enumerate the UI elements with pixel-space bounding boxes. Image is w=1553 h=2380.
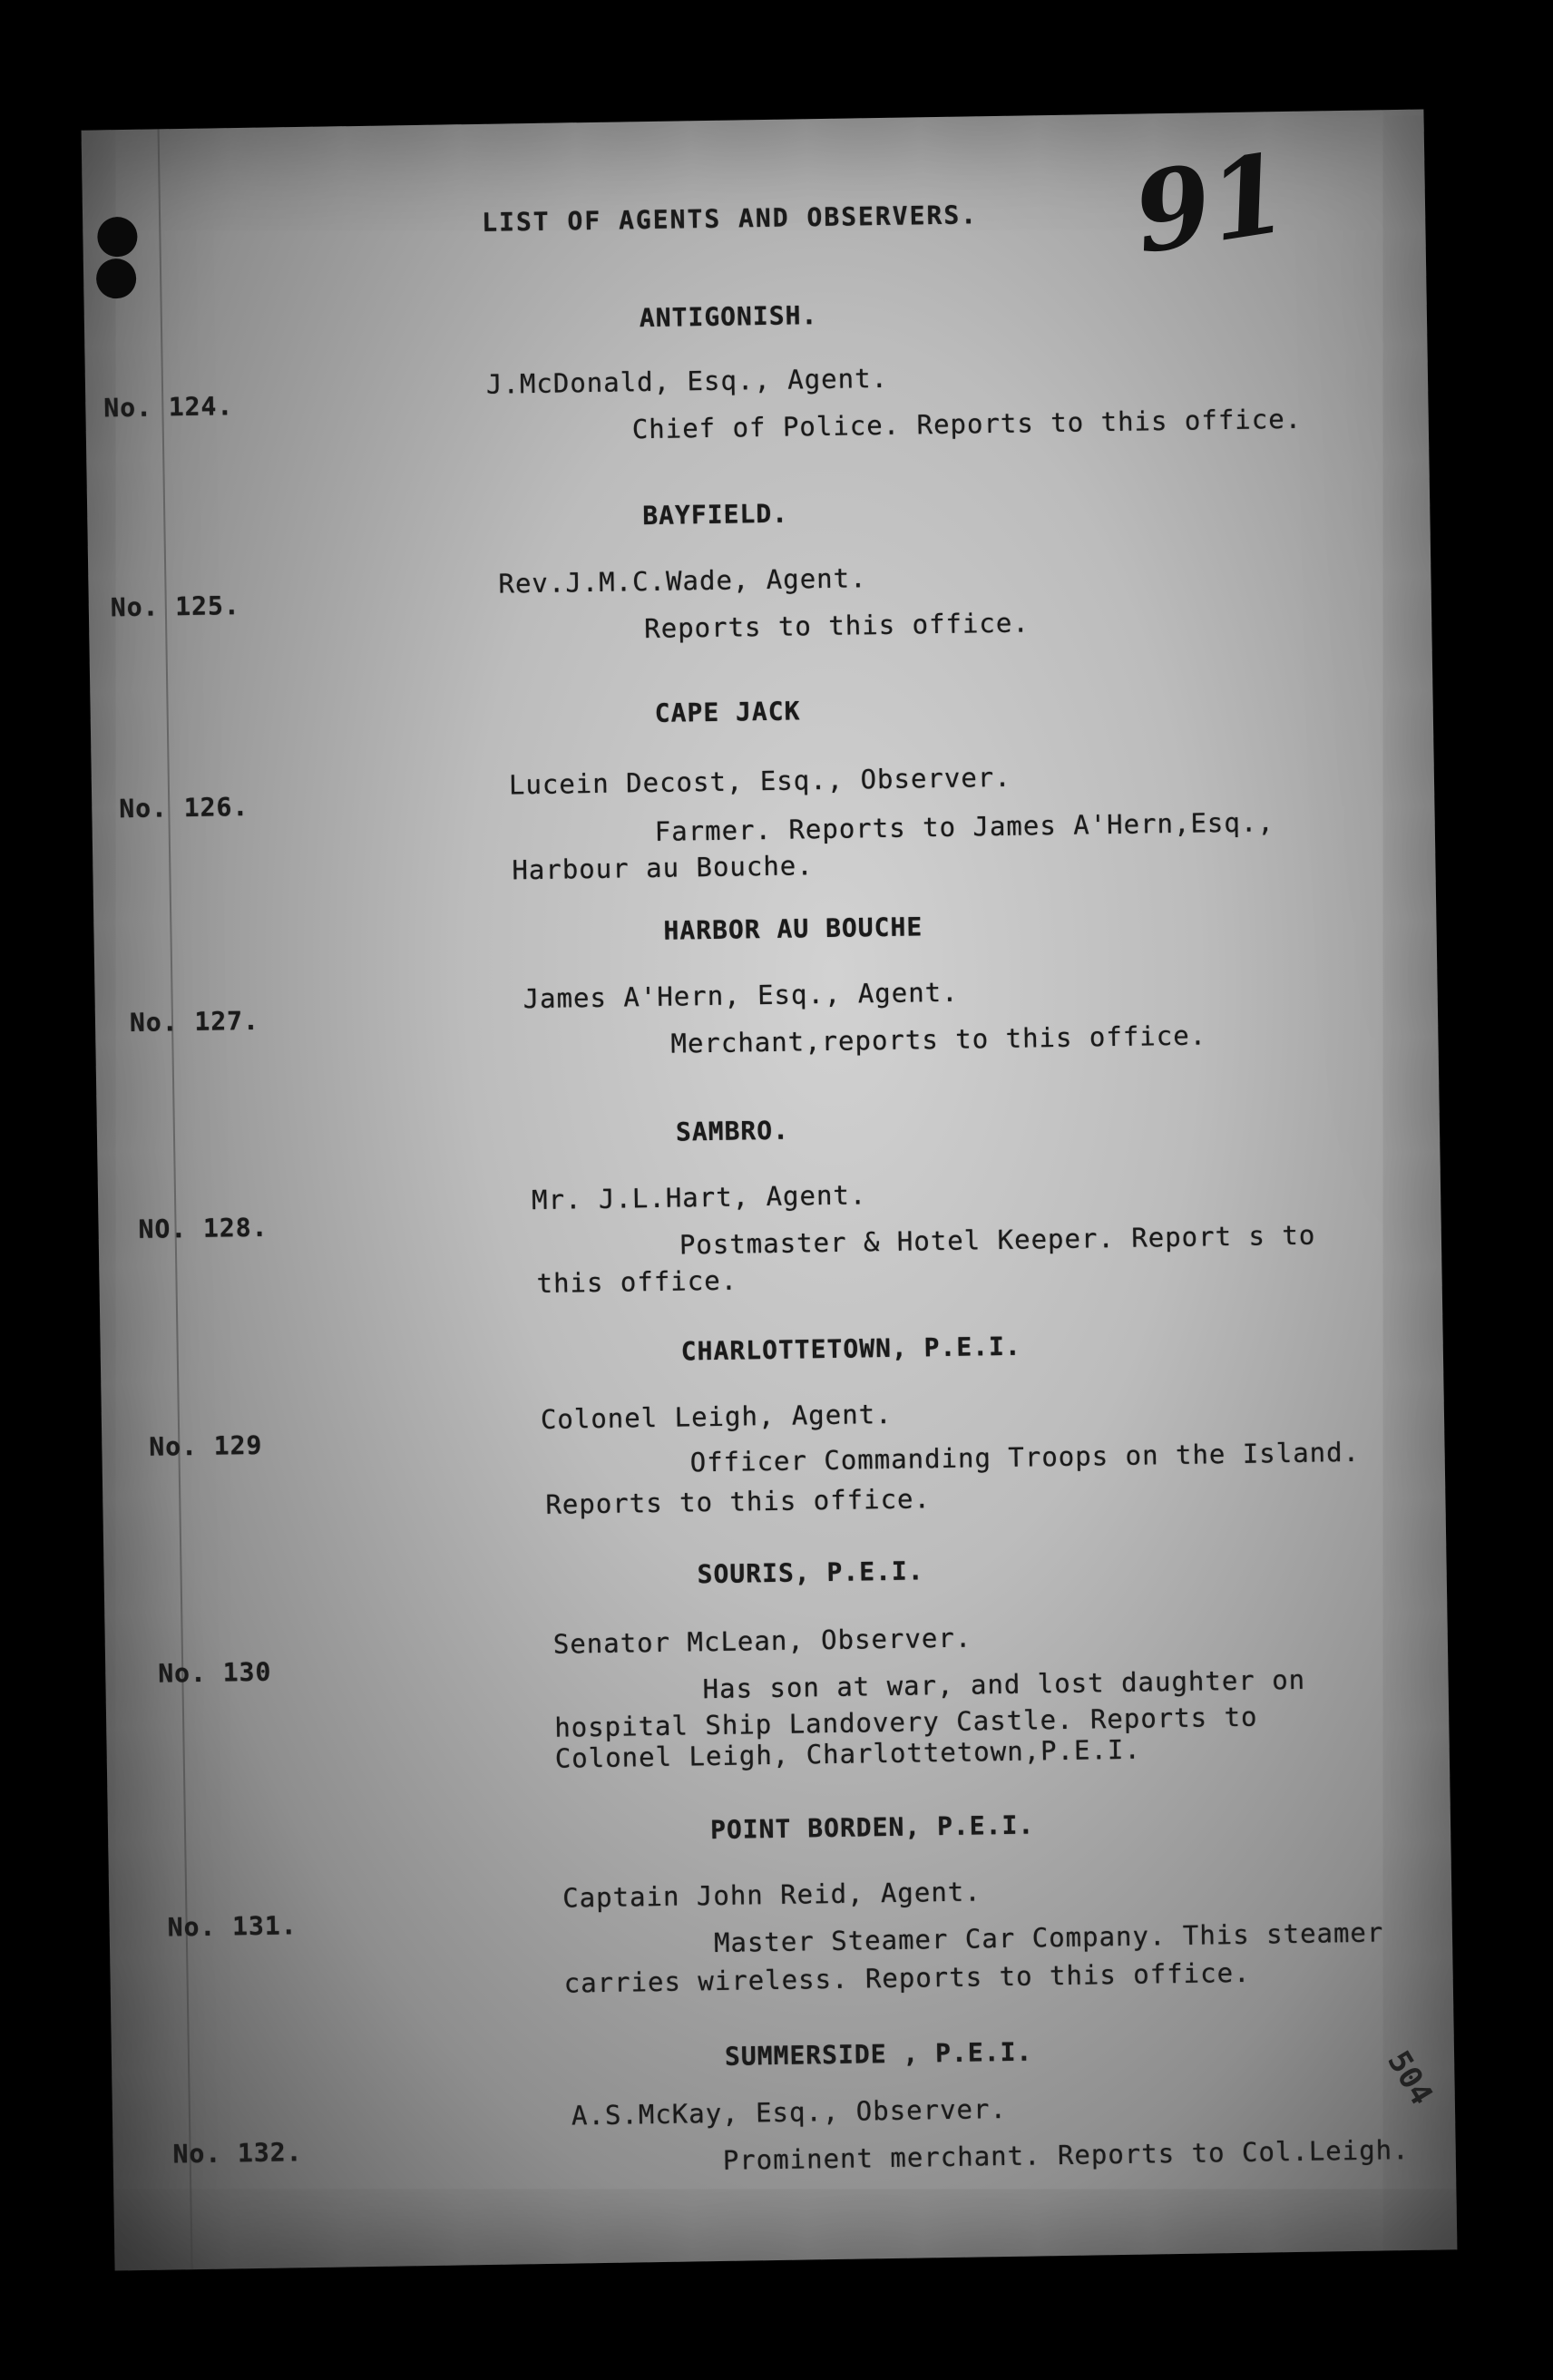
entry-note: Postmaster & Hotel Keeper. Report s to [679,1219,1316,1261]
entry-note: Colonel Leigh, Charlottetown,P.E.I. [554,1733,1142,1774]
archive-stamp: 504 [1380,2044,1441,2112]
entry-name: Rev.J.M.C.Wade, Agent. [498,562,867,600]
entry-number: NO. 128. [138,1212,269,1244]
entry-note: Reports to this office. [545,1483,932,1520]
entry-place: BAYFIELD. [642,498,789,532]
entry-place: HARBOR AU BOUCHE [663,912,923,946]
entry-number: No. 131. [167,1910,298,1943]
entry-note: this office. [536,1264,738,1300]
entry-number: No. 129 [149,1429,263,1462]
entry-name: James A'Hern, Esq., Agent. [523,976,959,1015]
entry-number: No. 124. [103,391,234,424]
entry-note: Merchant,reports to this office. [670,1019,1207,1059]
entry-place: CAPE JACK [654,696,801,728]
entry-note: Prominent merchant. Reports to Col.Leigh. [722,2134,1410,2176]
entry-place: CHARLOTTETOWN, P.E.I. [680,1331,1022,1367]
entry-note: hospital Ship Landovery Castle. Reports to [554,1701,1258,1743]
entry-note: Has son at war, and lost daughter on [702,1663,1306,1705]
entry-name: Mr. J.L.Hart, Agent. [531,1179,867,1216]
entry-place: POINT BORDEN, P.E.I. [709,1809,1035,1846]
entry-name: J.McDonald, Esq., Agent. [485,362,889,400]
entry-number: No. 127. [129,1005,260,1039]
entry-note: Master Steamer Car Company. This steamer [713,1917,1384,1959]
entry-name: Captain John Reid, Agent. [562,1876,982,1914]
punch-hole-icon [96,258,137,299]
entry-number: No. 132. [172,2137,303,2170]
entry-place: SAMBRO. [675,1115,790,1147]
folio-number: 91 [1126,129,1295,279]
punch-hole-icon [97,217,138,258]
entry-number: No. 130 [158,1656,272,1689]
entry-name: A.S.McKay, Esq., Observer. [571,2093,1008,2131]
paper-fold-line [158,129,193,2269]
entry-name: Lucein Decost, Esq., Observer. [508,761,1011,801]
entry-note: Officer Commanding Troops on the Island. [689,1436,1361,1478]
paper-sheet [82,110,1458,2271]
entry-note: carries wireless. Reports to this office. [563,1956,1251,1999]
page-title: LIST OF AGENTS AND OBSERVERS. [481,200,979,238]
entry-name: Senator McLean, Observer. [552,1622,972,1660]
entry-name: Colonel Leigh, Agent. [540,1398,893,1435]
entry-number: No. 126. [119,791,249,824]
entry-note: Harbour au Bouche. [512,850,814,886]
entry-note: Chief of Police. Reports to this office. [631,403,1303,445]
entry-place: ANTIGONISH. [639,300,818,334]
entry-number: No. 125. [110,590,240,623]
entry-place: SOURIS, P.E.I. [697,1556,924,1590]
entry-note: Reports to this office. [643,607,1030,645]
entry-place: SUMMERSIDE , P.E.I. [724,2036,1033,2072]
entry-note: Farmer. Reports to James A'Hern,Esq., [654,806,1275,847]
